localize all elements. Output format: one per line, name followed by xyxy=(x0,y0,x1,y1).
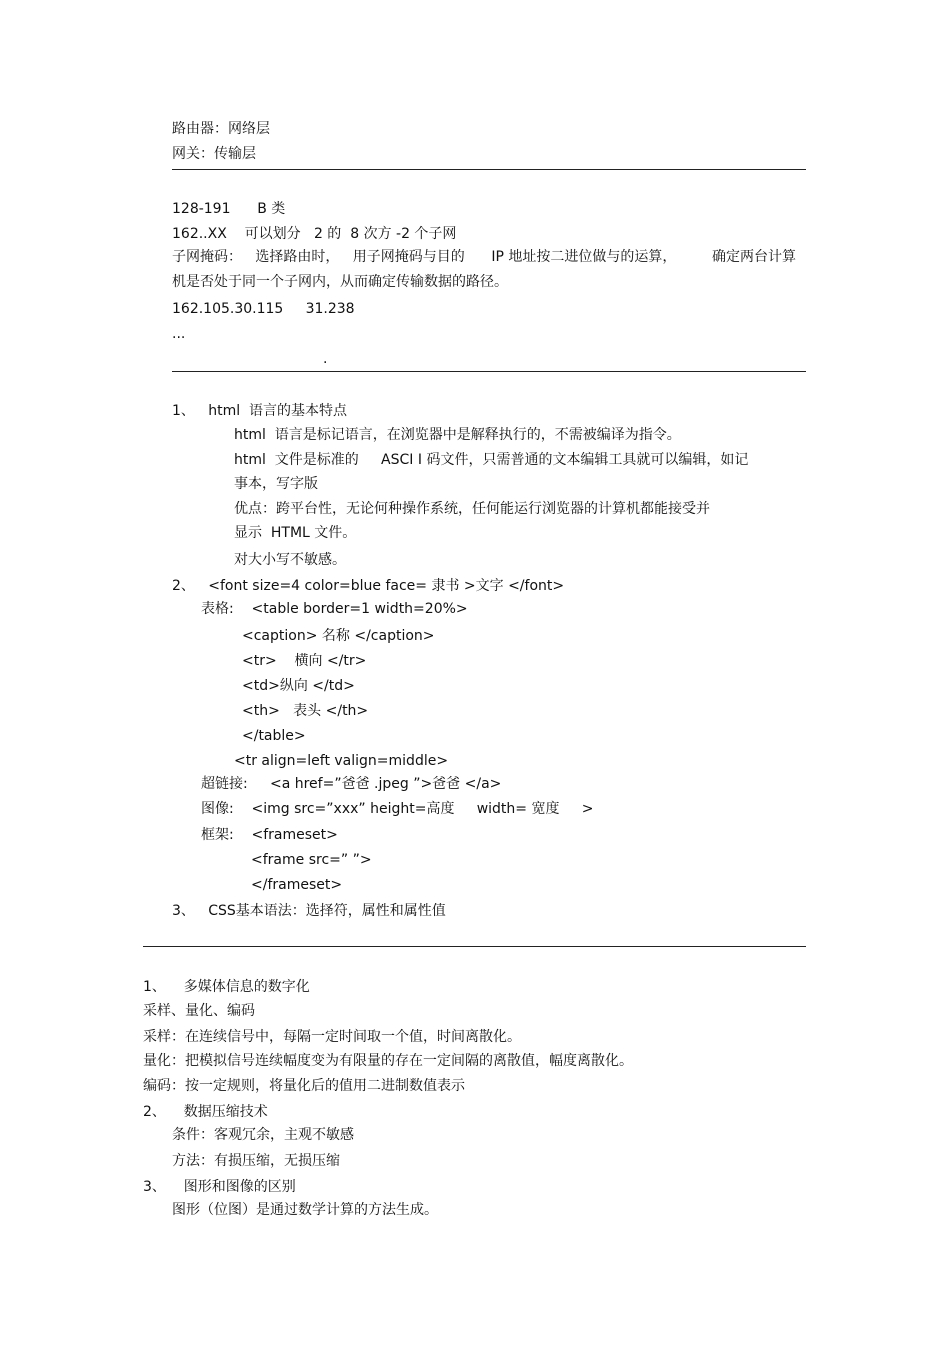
text-line: 条件：客观冗余，主观不敏感 xyxy=(172,1127,354,1143)
code-line: </table> xyxy=(242,728,306,744)
divider xyxy=(143,946,806,947)
code-line: <td>纵向 </td> xyxy=(242,678,355,694)
text-line: 事本，写字版 xyxy=(234,476,318,492)
text-line: 方法：有损压缩，无损压缩 xyxy=(172,1153,340,1169)
code-line: <tr> 横向 </tr> xyxy=(242,653,367,669)
list-item: 3、 图形和图像的区别 xyxy=(143,1179,296,1195)
code-line: <th> 表头 </th> xyxy=(242,703,369,719)
text-line: 路由器：网络层 xyxy=(172,121,270,137)
text-line: 编码：按一定规则，将量化后的值用二进制数值表示 xyxy=(143,1078,465,1094)
text-line: 量化：把模拟信号连续幅度变为有限量的存在一定间隔的离散值，幅度离散化。 xyxy=(143,1053,633,1069)
text-line: 162.105.30.115 31.238 xyxy=(172,301,355,317)
code-line: <tr align=left valign=middle> xyxy=(234,753,449,769)
text-line: 子网掩码： 选择路由时， 用子网掩码与目的 IP 地址按二进位做与的运算， 确定两台计算 xyxy=(172,249,797,265)
list-item: 1、 html 语言的基本特点 xyxy=(172,403,348,419)
text-line: 162..XX 可以划分 2 的 8 次方 -2 个子网 xyxy=(172,226,457,242)
divider xyxy=(172,169,806,170)
text-line: 优点：跨平台性，无论何种操作系统，任何能运行浏览器的计算机都能接受并 xyxy=(234,501,710,517)
text-line: 对大小写不敏感。 xyxy=(234,552,346,568)
list-item: 1、 多媒体信息的数字化 xyxy=(143,979,310,995)
list-item: 2、 <font size=4 color=blue face= 隶书 >文字 </font> xyxy=(172,578,565,594)
text-line: 采样、量化、编码 xyxy=(143,1003,255,1019)
code-line: </frameset> xyxy=(251,877,343,893)
divider xyxy=(172,371,806,372)
text-line: 显示 HTML 文件。 xyxy=(234,525,357,541)
text-line: html 文件是标准的 ASCI I 码文件，只需普通的文本编辑工具就可以编辑，如记 xyxy=(234,452,749,468)
text-line: 图形（位图）是通过数学计算的方法生成。 xyxy=(172,1202,438,1218)
text-line: 框架: <frameset> xyxy=(201,827,338,843)
text-line: ... xyxy=(172,326,186,342)
text-line: 超链接: <a href=”爸爸 .jpeg ”>爸爸 </a> xyxy=(201,776,502,792)
code-line: <caption> 名称 </caption> xyxy=(242,628,435,644)
code-line: <frame src=” ”> xyxy=(251,852,372,868)
text-line: 表格: <table border=1 width=20%> xyxy=(201,601,468,617)
list-item: 2、 数据压缩技术 xyxy=(143,1104,268,1120)
text-line: 图像: <img src=”xxx” height=高度 width= 宽度 > xyxy=(201,801,594,817)
text-line: . xyxy=(323,351,328,367)
list-item: 3、 CSS基本语法：选择符，属性和属性值 xyxy=(172,903,446,919)
text-line: 采样：在连续信号中，每隔一定时间取一个值，时间离散化。 xyxy=(143,1029,521,1045)
text-line: 128-191 B 类 xyxy=(172,201,286,217)
text-line: 机是否处于同一个子网内，从而确定传输数据的路径。 xyxy=(172,274,508,290)
text-line: html 语言是标记语言，在浏览器中是解释执行的，不需被编译为指令。 xyxy=(234,427,681,443)
text-line: 网关：传输层 xyxy=(172,146,256,162)
